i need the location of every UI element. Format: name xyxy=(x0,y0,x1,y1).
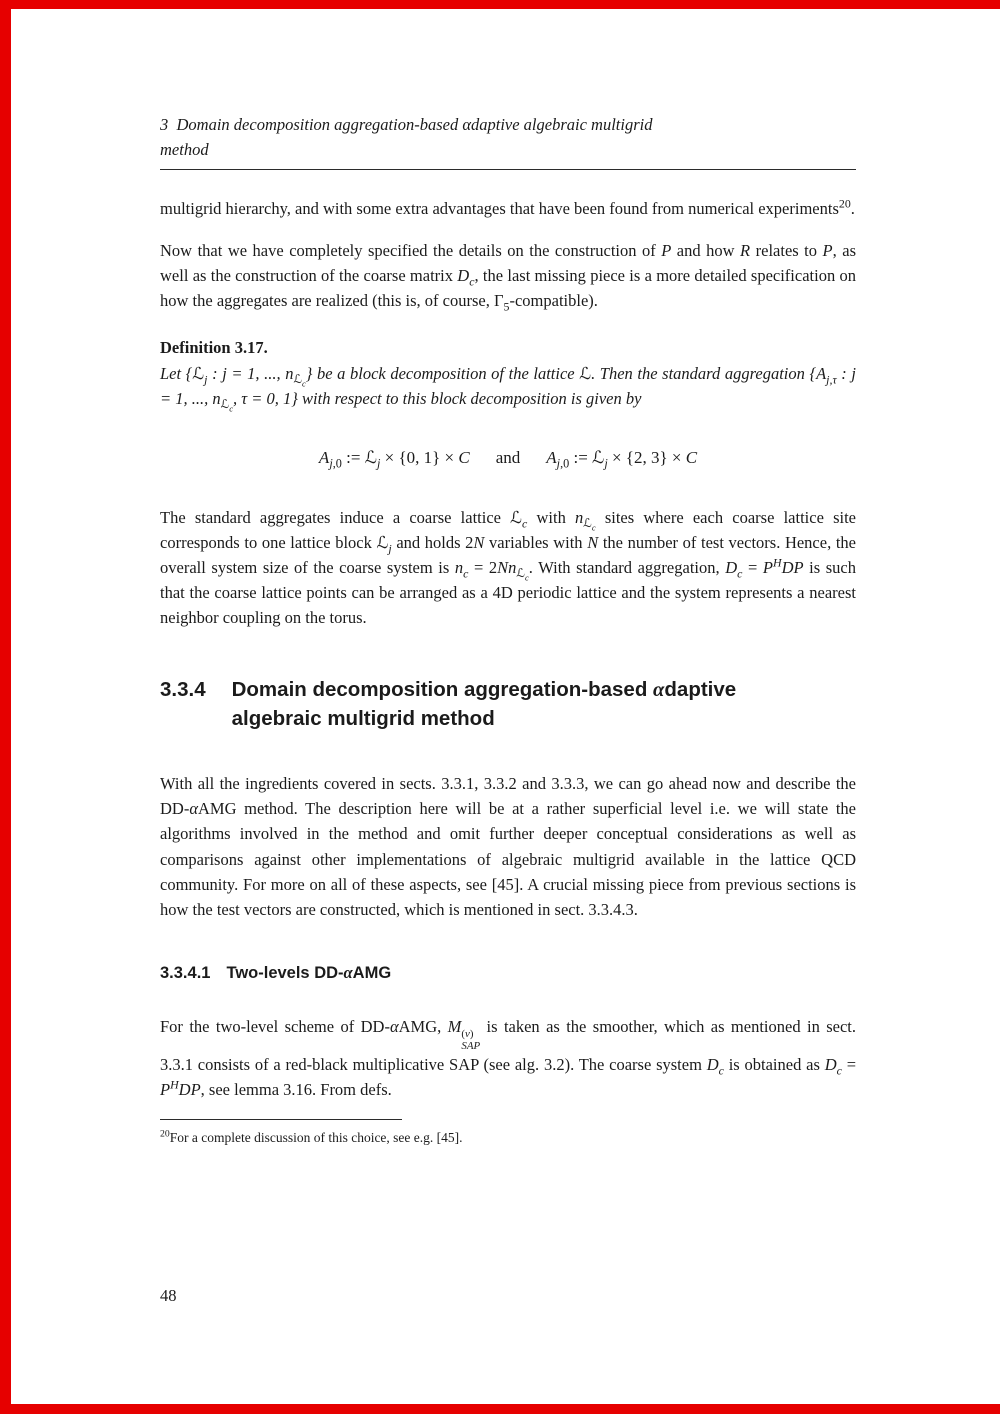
subsection-heading-3341 xyxy=(160,962,856,984)
paragraph-intro: multigrid hierarchy, and with some extra advantages that have been found from numerical experiments$^{20}$. xyxy=(160,196,855,219)
page-edge-bottom xyxy=(0,1404,1000,1414)
footnote: $^{20}$For a complete discussion of this choice, see e.g. [45]. xyxy=(160,1128,463,1146)
paragraph-ddamg-overview: With all the ingredients covered in sects. 3.3.1, 3.3.2 and 3.3.3, we can go ahead now and describe the DD-αAMG method. The description here will be at a rather superficial level i.e. we will state the algorithms involved in the method and omit further deeper conceptual considerations as well as comparisons against other implementations of algebraic multigrid available in the lattice QCD community. For more on all of these aspects, see [45]. A crucial missing piece from previous sections is how the test vectors are constructed, which is mentioned in sect. 3.3.4.3. xyxy=(160,774,856,919)
definition-block xyxy=(160,335,856,414)
section-title: Domain decomposition aggregation-based αdaptive algebraic multigrid method xyxy=(231,677,737,730)
definition-body: Let {ℒ$_j$ : j = 1, ..., $n_{ℒ_c}$} be a block decomposition of the lattice ℒ. Then the standard aggregation {$A_{j,\tau}$ : j = 1, ..., $n_{ℒ_c}$, τ = 0, 1} with respect to this block decomposition is given by xyxy=(160,363,856,414)
section-number: 3.3.4 xyxy=(160,677,206,701)
running-header: 3 Domain decomposition aggregation-based αdaptive algebraic multigrid method xyxy=(160,112,856,170)
paragraph-aggregates: The standard aggregates induce a coarse lattice ℒ$_c$ with $n_{ℒ_c}$ sites where each coarse lattice site corresponds to one lattice block ℒ$_j$ and holds 2N variables with N the number of test vectors. Hence, the overall system size of the coarse system is $n_c = 2Nn_{ℒ_c}$. With standard aggregation, $D_c = P^HDP$ is such that the coarse lattice points can be arranged as a 4D periodic lattice and the system represents a nearest neighbor coupling on the torus. xyxy=(160,507,856,627)
section-heading-334 xyxy=(160,676,856,733)
display-equation: $A_{j,0}$ := ℒ$_j$ × {0, 1} × C and $A_{j,0}$ := ℒ$_j$ × {2, 3} × C xyxy=(318,447,698,471)
page-edge-left xyxy=(0,0,11,1414)
page-number: 48 xyxy=(160,1286,177,1305)
subsection-title: Two-levels DD-αAMG xyxy=(226,962,392,982)
paragraph-construction: Now that we have completely specified the details on the construction of P and how R relates to P, as well as the construction of the coarse matrix $D_c$, the last missing piece is a more detailed specification on how the aggregates are realized (this is, of course, $\Gamma_5-compatible$). xyxy=(160,241,856,314)
footnote-rule xyxy=(160,1119,402,1120)
definition-title: Definition 3.17. xyxy=(160,338,268,358)
document-page xyxy=(160,112,856,1148)
subsection-number: 3.3.4.1 xyxy=(160,963,211,982)
page-edge-top xyxy=(0,0,1000,9)
paragraph-two-level: For the two-level scheme of DD-αAMG, M (ν) SAP is taken as the smoother, which as mentioned in sect. 3.3.1 consists of a red-black multiplicative SAP (see alg. 3.2). The coarse system $D_c$ is obtained as $D_c = P^HDP$, see lemma 3.16. From defs. xyxy=(160,1017,856,1100)
